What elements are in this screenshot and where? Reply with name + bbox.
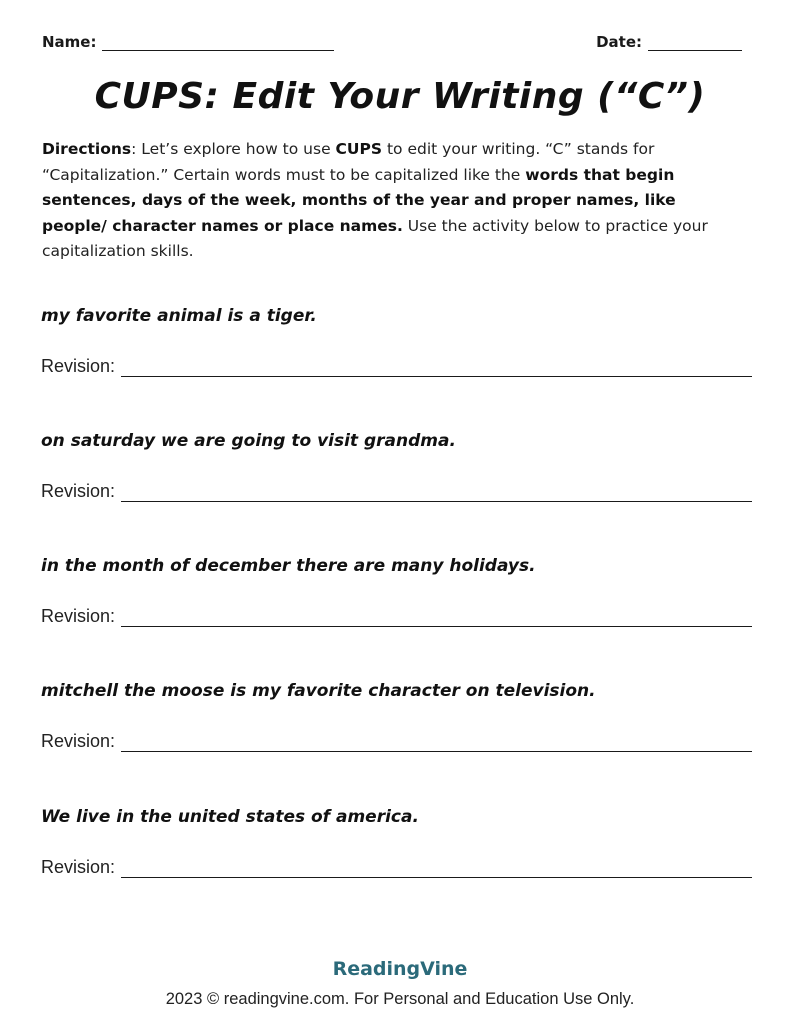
revision-row-1 (41, 356, 752, 377)
sentence-3: in the month of december there are many holidays. (41, 556, 536, 576)
revision-line[interactable] (121, 486, 752, 502)
sentence-4: mitchell the moose is my favorite character on television. (41, 681, 596, 701)
directions-bold-list: words that begin sentences, days of the week, months of the year and proper names, like people/ character names or place names. (42, 165, 676, 235)
revision-row-2 (41, 481, 752, 502)
directions-text-3: Use the activity below to practice your capitalization skills. (42, 216, 708, 260)
sentence-2: on saturday we are going to visit grandma. (41, 431, 456, 451)
directions-paragraph (42, 137, 722, 265)
revision-label: Revision: (41, 731, 116, 751)
revision-label: Revision: (41, 606, 116, 626)
header-row (42, 33, 742, 53)
date-field (596, 33, 742, 51)
revision-row-4 (41, 731, 752, 752)
name-blank[interactable] (102, 36, 334, 51)
revision-label: Revision: (41, 356, 116, 376)
name-field (42, 33, 334, 51)
directions-cups: CUPS (335, 140, 383, 158)
revision-line[interactable] (121, 361, 752, 377)
revision-label: Revision: (41, 857, 116, 877)
revision-line[interactable] (121, 862, 752, 878)
name-label: Name: (42, 33, 97, 51)
footer-copyright: 2023 © readingvine.com. For Personal and Education Use Only. (165, 990, 635, 1008)
brand-logo: ReadingVine (332, 958, 468, 980)
revision-row-5 (41, 857, 752, 878)
sentence-5: We live in the united states of america. (41, 807, 419, 827)
date-blank[interactable] (648, 36, 742, 51)
date-label: Date: (596, 33, 642, 51)
sentence-1: my favorite animal is a tiger. (41, 306, 317, 326)
directions-label: Directions (42, 140, 132, 158)
revision-row-3 (41, 606, 752, 627)
page-title: CUPS: Edit Your Writing (“C”) (94, 76, 706, 117)
directions-text-1: : Let’s explore how to use (131, 140, 336, 158)
directions-text-2: to edit your writing. “C” stands for “Capitalization.” Certain words must to be capitalized like the (42, 140, 655, 184)
revision-line[interactable] (121, 611, 752, 627)
revision-label: Revision: (41, 481, 116, 501)
revision-line[interactable] (121, 736, 752, 752)
